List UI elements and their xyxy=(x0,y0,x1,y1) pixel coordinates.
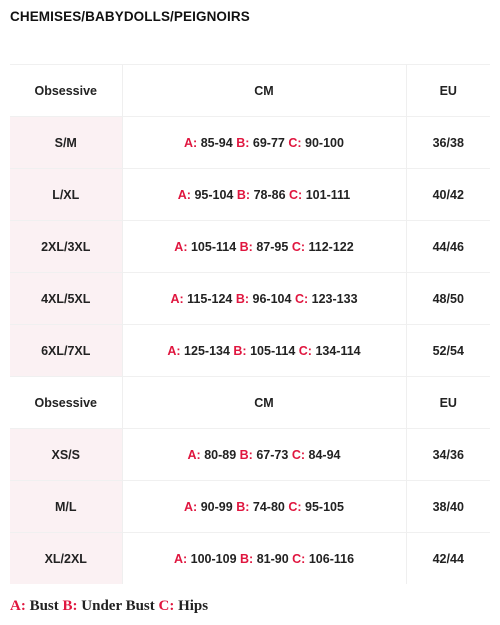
table-row xyxy=(10,481,490,533)
hips-key: C: xyxy=(288,135,302,150)
bust-key: A: xyxy=(174,239,188,254)
bust-key: A: xyxy=(177,187,191,202)
hips-key: C: xyxy=(298,343,312,358)
eu-column-header: EU xyxy=(406,65,490,117)
legend-key-c: C: xyxy=(158,598,175,614)
eu-size-cell: 44/46 xyxy=(406,221,490,273)
hips-key: C: xyxy=(291,239,306,254)
under-bust-value: 74-80 xyxy=(252,499,285,514)
size-cell: S/M xyxy=(10,117,122,169)
under-bust-key: B: xyxy=(233,343,247,358)
size-cell: 2XL/3XL xyxy=(10,221,122,273)
cm-column-header: CM xyxy=(122,377,406,429)
eu-size-cell: 34/36 xyxy=(406,429,490,481)
cm-measurements-cell xyxy=(122,117,406,169)
under-bust-value: 105-114 xyxy=(250,343,296,358)
under-bust-value: 87-95 xyxy=(256,239,289,254)
bust-value: 115-124 xyxy=(187,291,233,306)
bust-value: 90-99 xyxy=(200,499,233,514)
eu-size-cell: 48/50 xyxy=(406,273,490,325)
hips-key: C: xyxy=(294,291,309,306)
under-bust-key: B: xyxy=(240,551,254,566)
cm-measurements-cell xyxy=(122,533,406,585)
measurement-legend xyxy=(10,598,208,615)
bust-value: 105-114 xyxy=(190,239,237,254)
cm-measurements-cell xyxy=(122,169,406,221)
bust-value: 100-109 xyxy=(190,551,237,566)
bust-value: 80-89 xyxy=(204,447,237,462)
under-bust-key: B: xyxy=(236,187,251,202)
under-bust-key: B: xyxy=(235,291,250,306)
bust-key: A: xyxy=(170,291,184,306)
eu-size-cell: 36/38 xyxy=(406,117,490,169)
eu-size-cell: 42/44 xyxy=(406,533,490,585)
bust-key: A: xyxy=(167,343,181,358)
hips-value: 106-116 xyxy=(308,551,355,566)
hips-value: 101-111 xyxy=(305,187,351,202)
under-bust-value: 69-77 xyxy=(252,135,285,150)
hips-value: 84-94 xyxy=(308,447,341,462)
under-bust-value: 67-73 xyxy=(256,447,289,462)
hips-key: C: xyxy=(288,499,302,514)
bust-value: 95-104 xyxy=(194,187,234,202)
size-cell: 6XL/7XL xyxy=(10,325,122,377)
hips-value: 95-105 xyxy=(305,499,344,514)
legend-key-b: B: xyxy=(62,598,78,614)
under-bust-key: B: xyxy=(236,135,250,150)
hips-value: 123-133 xyxy=(311,291,358,306)
cm-measurements-cell xyxy=(122,325,406,377)
cm-measurements-cell xyxy=(122,481,406,533)
table-row xyxy=(10,325,490,377)
cm-column-header: CM xyxy=(122,65,406,117)
size-cell: L/XL xyxy=(10,169,122,221)
legend-text-hips: Hips xyxy=(178,598,209,614)
table-row xyxy=(10,221,490,273)
size-cell: M/L xyxy=(10,481,122,533)
bust-key: A: xyxy=(187,447,201,462)
size-column-header: Obsessive xyxy=(10,65,122,117)
under-bust-key: B: xyxy=(236,499,250,514)
table-row xyxy=(10,273,490,325)
size-chart-body xyxy=(10,65,490,585)
legend-key-a: A: xyxy=(10,598,26,614)
under-bust-value: 78-86 xyxy=(253,187,286,202)
table-row xyxy=(10,533,490,585)
table-row xyxy=(10,429,490,481)
under-bust-key: B: xyxy=(239,447,253,462)
legend-text-bust: Bust xyxy=(29,598,59,614)
size-chart-table xyxy=(10,64,490,584)
hips-key: C: xyxy=(289,187,303,202)
hips-value: 90-100 xyxy=(305,135,344,150)
page-title: CHEMISES/BABYDOLLS/PEIGNOIRS xyxy=(10,9,250,24)
bust-key: A: xyxy=(184,499,198,514)
table-row xyxy=(10,169,490,221)
size-column-header: Obsessive xyxy=(10,377,122,429)
eu-size-cell: 40/42 xyxy=(406,169,490,221)
under-bust-value: 81-90 xyxy=(256,551,289,566)
size-cell: XS/S xyxy=(10,429,122,481)
bust-key: A: xyxy=(173,551,188,566)
eu-size-cell: 52/54 xyxy=(406,325,490,377)
cm-measurements-cell xyxy=(122,273,406,325)
hips-key: C: xyxy=(292,551,306,566)
eu-size-cell: 38/40 xyxy=(406,481,490,533)
cm-measurements-cell xyxy=(122,221,406,273)
hips-key: C: xyxy=(291,447,306,462)
size-cell: 4XL/5XL xyxy=(10,273,122,325)
legend-text-under-bust: Under Bust xyxy=(81,598,155,614)
bust-value: 125-134 xyxy=(184,343,230,358)
table-row xyxy=(10,117,490,169)
eu-column-header: EU xyxy=(406,377,490,429)
hips-value: 112-122 xyxy=(308,239,354,254)
header-row xyxy=(10,377,490,429)
cm-measurements-cell xyxy=(122,429,406,481)
bust-value: 85-94 xyxy=(200,135,233,150)
bust-key: A: xyxy=(184,135,198,150)
under-bust-key: B: xyxy=(239,239,253,254)
size-cell: XL/2XL xyxy=(10,533,122,585)
header-row xyxy=(10,65,490,117)
hips-value: 134-114 xyxy=(315,343,361,358)
under-bust-value: 96-104 xyxy=(252,291,292,306)
